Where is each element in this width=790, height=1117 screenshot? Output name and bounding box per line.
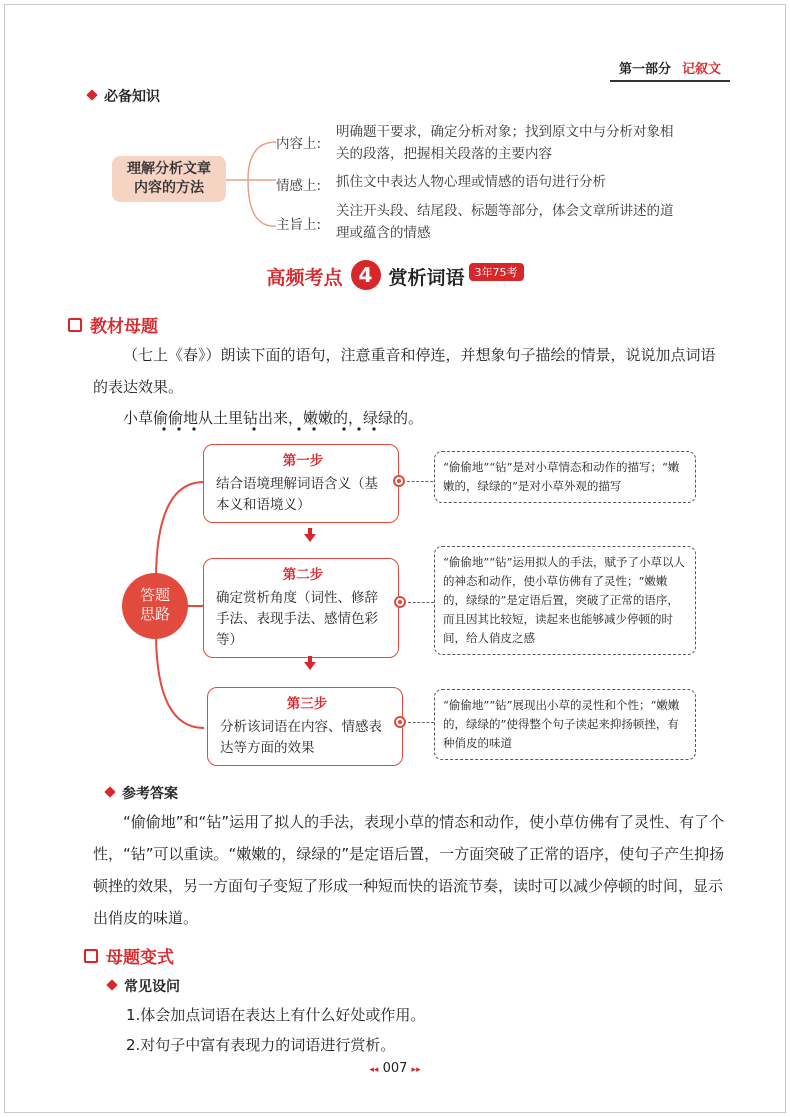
topic-name: 赏析词语 (388, 267, 465, 289)
target-icon (393, 475, 405, 487)
header-subject: 记叙文 (682, 62, 722, 77)
target-icon (394, 716, 406, 728)
prev-arrows-icon: ◂◂ (369, 1065, 379, 1075)
topic-badge: 3年75考 (469, 263, 524, 281)
branch-label-emotion: 情感上: (276, 178, 322, 194)
topic-title (0, 262, 790, 292)
step-1-box (203, 444, 399, 523)
branch-text-emotion: 抓住文中表达人物心理或情感的语句进行分析 (336, 174, 606, 190)
step-3-box (207, 687, 403, 766)
method-line-1: 理解分析文章 (127, 161, 211, 177)
variant-item-2: 2.对句子中富有表现力的词语进行赏析。 (126, 1036, 396, 1054)
branch-text-theme: 关注开头段、结尾段、标题等部分，体会文章所讲述的道理或蕴含的情感 (336, 203, 674, 241)
step-1-text: 结合语境理解词语含义（基本义和语境义） (216, 476, 378, 513)
header-rule (610, 80, 730, 82)
method-line-2: 内容的方法 (134, 180, 204, 196)
step-2-title: 第二步 (282, 567, 324, 583)
step-3-title: 第三步 (286, 696, 328, 712)
target-icon (394, 596, 406, 608)
arrow-down-icon (304, 528, 316, 542)
reference-answer: “偷偷地”和“钻”运用了拟人的手法，表现小草的情态和动作，使小草仿佛有了灵性、有了个性，“钻”可以重读。“嫩嫩的，绿绿的”是定语后置，一方面突破了正常的语序，使句子产生抑扬顿挫的效果，另一方面句子变短了形成一种短而快的语流节奏，读时可以减少停顿的时间，显示出俏皮的味道。 (93, 813, 725, 927)
circle-line-2: 思路 (139, 605, 170, 623)
header-part: 第一部分 (619, 62, 672, 77)
brace-connector (226, 140, 276, 228)
diamond-bullet-icon (86, 89, 97, 100)
step-2-note: “偷偷地”“钻”运用拟人的手法，赋予了小草以人的神态和动作，使小草仿佛有了灵性；“嫩嫩的，绿绿的”是定语后置，突破了正常的语序，而且因其比较短，读起来也能够减少停顿的时间，给人俏皮之感 (434, 546, 696, 655)
book-icon (68, 318, 82, 332)
variant-subheading-text: 常见设问 (124, 979, 180, 995)
approach-circle (122, 573, 188, 639)
branch-text-content: 明确题干要求，确定分析对象；找到原文中与分析对象相关的段落，把握相关段落的主要内容 (336, 124, 674, 162)
step-1-title: 第一步 (282, 453, 324, 469)
branch-label-content: 内容上: (276, 136, 322, 152)
dashed-link (407, 481, 433, 482)
step-2-box (203, 558, 399, 658)
step-3-note: “偷偷地”“钻”展现出小草的灵性和个性；“嫩嫩的，绿绿的”使得整个句子读起来抑扬顿挫，有种俏皮的味道 (434, 689, 696, 760)
variant-item-1: 1.体会加点词语在表达上有什么好处或作用。 (126, 1006, 426, 1024)
question-line-2: 的表达效果。 (93, 378, 184, 396)
textbook-heading-text: 教材母题 (90, 317, 158, 337)
branch-label-theme: 主旨上: (276, 217, 322, 233)
page-number-text: 007 (382, 1061, 408, 1076)
arrow-down-icon (304, 656, 316, 670)
question-line-1: （七上《春》）朗读下面的语句，注意重音和停连，并想象句子描绘的情景，说说加点词语 (123, 346, 716, 364)
step-3-text: 分析该词语在内容、情感表达等方面的效果 (220, 719, 382, 756)
dashed-link (408, 722, 434, 723)
emphasis-dots (162, 426, 392, 432)
variant-heading (84, 943, 174, 968)
step-2-text: 确定赏析角度（词性、修辞手法、表现手法、感情色彩等） (216, 590, 378, 648)
textbook-heading (68, 312, 158, 337)
diamond-bullet-icon (106, 979, 117, 990)
knowledge-heading (88, 86, 160, 106)
variant-heading-text: 母题变式 (106, 948, 174, 968)
diamond-bullet-icon (104, 786, 115, 797)
knowledge-heading-text: 必备知识 (104, 89, 160, 105)
example-sentence: 小草偷偷地从土里钻出来，嫩嫩的，绿绿的。 (123, 409, 424, 427)
next-arrows-icon: ▸▸ (411, 1065, 421, 1075)
topic-prefix: 高频考点 (266, 267, 343, 289)
page-number (0, 1061, 790, 1076)
method-box (112, 156, 226, 202)
step-1-note: “偷偷地”“钻”是对小草情态和动作的描写；“嫩嫩的，绿绿的”是对小草外观的描写 (434, 451, 696, 503)
dashed-link (408, 602, 434, 603)
topic-number-flame-icon: 4 (351, 260, 381, 290)
reference-heading-text: 参考答案 (122, 786, 178, 802)
variant-subheading (108, 976, 180, 996)
search-book-icon (84, 949, 98, 963)
circle-line-1: 答题 (139, 586, 170, 604)
reference-heading (106, 783, 178, 803)
